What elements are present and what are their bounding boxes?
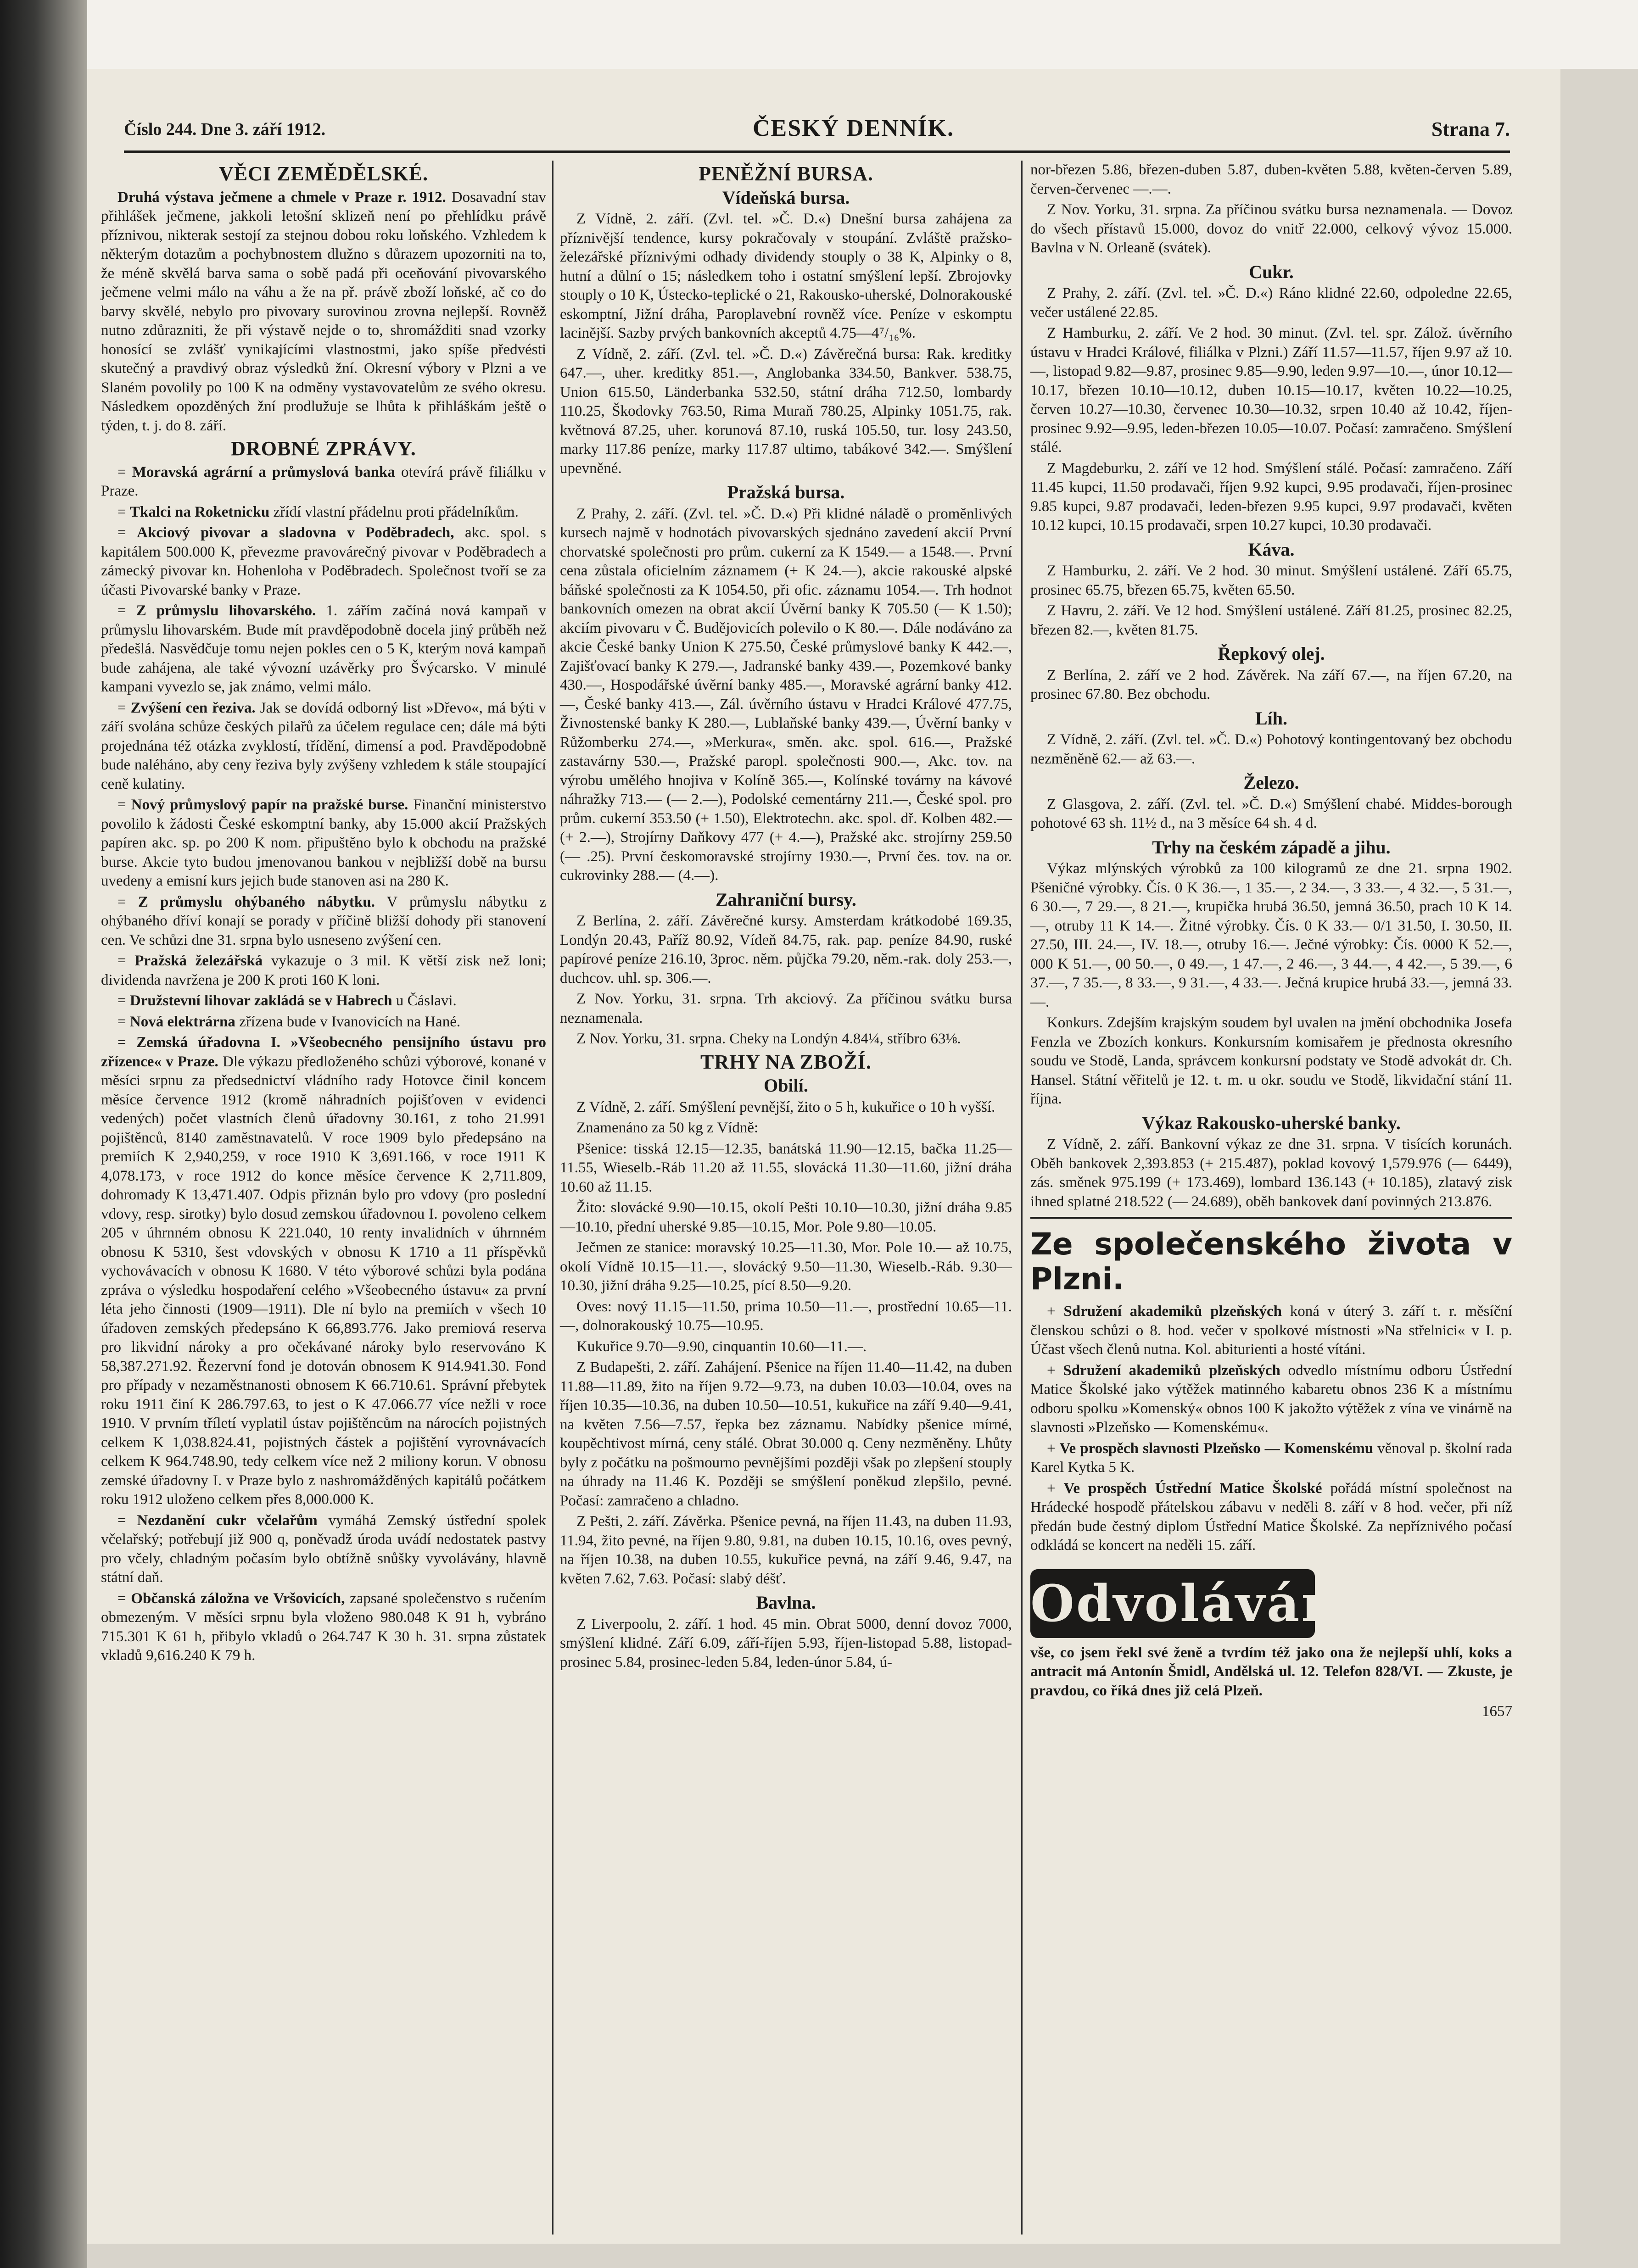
advertisement-text [1030, 1644, 1512, 1701]
news-lead: Z průmyslu lihovarského. [136, 602, 316, 619]
news-item: = Nový průmyslový papír na pražské burse. Finanční ministerstvo povolilo k žádosti České eskomptní banky, aby 15.000 akcií Pražských papíren akc. sp. po 200 K nom. připuštěno bylo k obchodu na pražské burse. Akcie tyto budou jmenovanou bankou v nejbližší době na bursu uvedeny a emisní kurs jejich bude stanoven asi na 280 K. [101, 797, 546, 889]
subheading: Líh. [1255, 708, 1288, 729]
subheading: Bavlna. [756, 1592, 816, 1613]
news-text: Finanční ministerstvo povolilo k žádosti České eskomptní banky, aby 15.000 akcií Pražských papíren akc. sp. po 200 K nom. připuštěno bylo k obchodu na pražské burse. Akcie tyto budou jmenovanou bankou v nejbližší době na bursu uvedeny a emisní kurs jejich bude stanoven asi na 280 K. [101, 797, 546, 889]
page-number: Strana 7. [1431, 118, 1510, 140]
news-text: vymáhá Zemský ústřední spolek včelařský; potřebují již 900 q, poněvadž úroda uvádí nedostatek pastvy pro včely, chladným počasím bylo obtížně snůšky vyvolávány, hlavně státní daň. [101, 1512, 546, 1586]
subheading: Železo. [1243, 772, 1299, 793]
article-lead: Druhá výstava ječmene a chmele v Praze r. 1912. [117, 189, 446, 206]
market-report: Z Vídně, 2. září. (Zvl. tel. »Č. D.«) Závěrečná bursa: Rak. kreditky 647.—, uher. kreditky 851.—, Anglobanka 334.50, Bankver. 538.75, Union 615.50, Länderbanka 532.50, státní dráha 712.50, lombardy 110.25, Škodovky 763.50, Rima Muraň 780.25, Alpinky 1051.75, rak. květnová 87.25, uher. korunová 87.10, ruská 105.50, tur. losy 243.50, marky 117.86 peníze, marky 117.87 ultimo, tabákové 342.—. Smýšlení upevněné. [560, 345, 1012, 477]
section-heading: TRHY NA ZBOŽÍ. [700, 1050, 872, 1073]
news-lead: Ve prospěch slavnosti Plzeňsko — Komenskému [1059, 1440, 1374, 1457]
scan-margin [87, 0, 1638, 69]
market-report: Z Prahy, 2. září. (Zvl. tel. »Č. D.«) Při klidné náladě o proměnlivých kursech najmě v hodnotách pivovarských sjednáno zavedení akcií První chorvatské společnosti pro prům. cukerní za K 1549.— a 1548.—. První cena zůstala oficielním záznamem (+ K 24.—), akcie rakouské alpské báňské společnosti za K 1054.50, při ofic. záznamu 1054.—. Trh hodnot bankovních omezen na obrat akcií Úvěrní banky K 705.50 (— K 1.50); akciím pivovaru v Č. Budějovicích polevilo o K 80.—. Dále nodáváno za akcie České banky Union K 275.50, České průmyslové banky K 442.—, Zajišťovací banky K 279.—, Jadranské banky 439.—, Pozemkové banky 430.—, Hospodářské úvěrní banky 485.—, Moravské agrární banky 412.—, České banky 413.—, Zál. úvěrního ústavu v Hradci Králové 477.75, Živnostenské banky K 280.—, Lublaňské banky 439.—, Úvěrní banky v Růžomberku 274.—, »Merkura«, směn. akc. spol. 616.—, Pražské zastavárny 530.—, Pražské paropl. společnosti 900.—, Akc. tov. na výrobu umělého hnojiva v Kolíně 365.—, Kolínské továrny na kávové náhražky 713.— (— 2.—), Podolské cementárny 211.—, České spol. pro prům. cukerní 353.50 (+ 1.50), Elektrotechn. akc. spol. dř. Kolben 482.— (+ 2.—), Strojírny Daňkovy 477 (+ 4.—), Pražské akc. strojírny 259.50 (— .25). První českomoravské strojírny 1930.—, První čes. tov. na or. cukrovinky 288.— (4.—). [560, 505, 1012, 884]
subheading: Pražská bursa. [727, 482, 845, 502]
subheading: Obilí. [764, 1075, 808, 1096]
news-text: V průmyslu nábytku z ohýbaného dříví konají se porady v příčině bližší dohody při stanovení cen. Ve schůzi dne 31. srpna bylo usneseno zvýšení cen. [101, 893, 547, 948]
market-report: Z Nov. Yorku, 31. srpna. Cheky na Londýn 4.84¼, stříbro 63⅛. [576, 1031, 961, 1047]
market-report: Z Liverpoolu, 2. září. 1 hod. 45 min. Obrat 5000, denní dovoz 7000, smýšlení klidné. Září 6.09, září-říjen 5.93, říjen-listopad 5.88, listopad-prosinec 5.84, prosinec-leden 5.84, leden-únor 5.84, ú- [560, 1616, 1012, 1671]
issue-date: Číslo 244. Dne 3. září 1912. [124, 120, 326, 139]
column-divider [1021, 161, 1023, 2235]
column-3 [1030, 161, 1512, 1723]
news-item: = Nezdanění cukr včelařům vymáhá Zemský ústřední spolek včelařský; potřebují již 900 q, poněvadž úroda uvádí nedostatek pastvy pro včely, chladným počasím bylo obtížně snůšky vyvolávány, hlavně státní daň. [101, 1512, 546, 1586]
news-text: zřízena bude v Ivanovicích na Hané. [239, 1013, 461, 1030]
news-item: = Družstevní lihovar zakládá se v Habrech u Čáslavi. [117, 992, 457, 1009]
advertisement-title: Odvolávám [1030, 1569, 1315, 1638]
news-lead: Ve prospěch Ústřední Matice Školské [1063, 1480, 1322, 1497]
news-text: pořádá místní společnost na Hrádecké hospodě přátelskou zábavu v neděli 8. září v 8 hod. večer, při níž předán bude čestný diplom Ústřední Matice Školské. Za nepříznivého počasí odkládá se koncert na neděli 15. září. [1030, 1480, 1513, 1554]
news-text: věnoval p. školní rada Karel Kytka 5 K. [1030, 1440, 1512, 1476]
section-heading: DROBNÉ ZPRÁVY. [231, 437, 416, 460]
section-heading: PENĚŽNÍ BURSA. [699, 162, 873, 185]
news-item: = Zvýšení cen řeziva. Jak se dovídá odborný list »Dřevo«, má býti v září svolána schůze českých pilařů za účelem regulace cen; dále má býti projednána též otázka zvyklostí, třídění, dimensí a pod. Pravděpodobně bude naléháno, aby ceny řeziva byly zvýšeny vzhledem k stále stoupající ceně kulatiny. [101, 699, 546, 792]
news-lead: Nová elektrárna [129, 1013, 235, 1030]
news-item: = Občanská záložna ve Vršovicích, zapsané společenstvo s ručením obmezeným. V měsíci srpnu byla vloženo 980.048 K 91 h, vybráno 715.301 K 61 h, přibylo vkladů o 264.747 K 30 h. 31. srpna zůstatek vkladů 9,616.240 K 79 h. [101, 1590, 546, 1664]
news-text: Dle výkazu předloženého schůzi výborové, konané v měsíci srpnu za předsednictví vládního rady Hotovce činil koncem měsíce července 1912 (kromě náhradních pojišťoven v evidenci vedených) počet vlastních členů úřadovny 30.161, z toho 21.991 pojištěnců, 8140 zaměstnavatelů. V roce 1909 bylo předepsáno na premiích K 2,940,259, v roce 1910 K 3,691.166, v roce 1911 K 4,078.173, v roce 1912 do konce měsíce července K 2,711.809, dohromady K 13,471.407. Odpis přiznán bylo pro vdovy (pro poslední vdovy, resp. sirotky) bylo dosud zemskou úřadovnou I. povoleno celkem 205 v úhrnném obnosu K 221.040, 10 renty invalidních v úhrnném obnosu K 5310, šest vdovských v obnosu K 1710 a 11 příspěvků vychovávacích v obnosu K 1680. V této výborové schůzi byla podána zpráva o výsledku hospodaření celého »Všeobecného ústavu« za první léta jeho činnosti (1909—1911). Dle ní bylo na premiích v všech 10 úřadoven zemských předepsáno K 66,893.776. Jako premiová reserva pro likvidní nároky a pro očekávané nároky bylo reservováno K 58,387.271.92. Řezervní fond je dotován obnosem K 914.941.30. Fond pro případy v nezaměstnanosti obnosem K 66.710.61. Správní přebytek roku 1911 činí K 286.797.63, to jest o K 47.066.77 více nežli v roce 1910. V prvním tříletí vyplatil ústav pojištěncům na nárocích pojistných celkem K 1,038.824.41, pojistných částek a pojištění vyrovnávacích celkem K 964.748.90, tedy celkem více než 2 miliony korun. V obnosu zemské úřadovny I. v Praze bylo z nashromážděných kapitálů počátkem roku 1912 uloženo celkem přes 8,000.000 K. [101, 1053, 546, 1508]
society-item: + Sdružení akademiků plzeňských odvedlo místnímu odboru Ústřední Matice Školské jako výtěžek matinného kabaretu obnos 236 K a místnímu odboru spolku »Komenský« obnos 100 K jakožto výtěžek z vína ve vinárně na slavnosti »Plzeňsko — Komenskému«. [1030, 1362, 1512, 1436]
news-item: = Tkalci na Roketnicku zřídí vlastní přádelnu proti přádelníkům. [117, 503, 519, 520]
masthead-rule [124, 150, 1510, 153]
subheading: Trhy na českém západě a jihu. [1152, 836, 1391, 858]
news-text: zapsané společenstvo s ručením obmezeným. V měsíci srpnu byla vloženo 980.048 K 91 h, vybráno 715.301 K 61 h, přibylo vkladů o 264.747 K 30 h. 31. srpna zůstatek vkladů 9,616.240 K 79 h. [101, 1590, 546, 1664]
society-item: + Ve prospěch Ústřední Matice Školské pořádá místní společnost na Hrádecké hospodě přátelskou zábavu v neděli 8. září v 8 hod. večer, při níž předán bude čestný diplom Ústřední Matice Školské. Za nepříznivého počasí odkládá se koncert na neděli 15. září. [1030, 1480, 1513, 1554]
news-text: vykazuje o 3 mil. K větší zisk než loni; dividenda navržena je 200 K proti 160 K loni. [101, 953, 547, 988]
society-item: + Sdružení akademiků plzeňských koná v úterý 3. září t. r. měsíční členskou schůzi o 8. hod. večer v spolkové místnosti »Na střelnici« v I. p. Účast všech členů nutna. Kol. abiturienti a hosté vítáni. [1030, 1303, 1513, 1358]
section-rule [1030, 1217, 1512, 1219]
news-lead: Sdružení akademiků plzeňských [1063, 1303, 1282, 1320]
news-lead: Družstevní lihovar zakládá se v Habrech [129, 992, 392, 1009]
news-lead: Pražská železářská [134, 953, 263, 969]
news-lead: Tkalci na Roketnicku [129, 503, 270, 520]
market-report: Ječmen ze stanice: moravský 10.25—11.30, Mor. Pole 10.— až 10.75, okolí Vídně 10.15—11.—, slovácký 9.50—11.30, Wieselb.-Ráb. 9.30—10.30, jižní dráha 9.25—10.25, pící 8.50—9.20. [560, 1239, 1012, 1294]
market-report: Z Berlína, 2. září. Závěrečné kursy. Amsterdam krátkodobé 169.35, Londýn 20.43, Paříž 80.92, Vídeň 84.75, rak. pap. peníze 84.90, ruské papírové peníze 216.10, 3proc. něm. půjčka 79.20, něm.-rak. doly 253.—, duchcov. uhl. sp. 306.—. [560, 913, 1012, 986]
market-report: Znamenáno za 50 kg z Vídně: [576, 1120, 759, 1136]
section-heading-large: Ze společenského života v Plzni. [1030, 1226, 1512, 1297]
subheading: Cukr. [1249, 261, 1294, 282]
subheading: Řepkový olej. [1218, 643, 1325, 664]
market-report: Z Vídně, 2. září. (Zvl. tel. »Č. D.«) Pohotový kontingentovaný bez obchodu nezměněně 62.— až 63.—. [1030, 731, 1512, 767]
news-lead: Moravská agrární a průmyslová banka [132, 463, 395, 480]
news-lead: Zvýšení cen řeziva. [130, 699, 256, 716]
news-item: = Z průmyslu ohýbaného nábytku. V průmyslu nábytku z ohýbaného dříví konají se porady v příčině bližší dohody při stanovení cen. Ve schůzi dne 31. srpna bylo usneseno zvýšení cen. [101, 893, 547, 948]
news-lead: Nezdanění cukr včelařům [137, 1512, 318, 1529]
news-item: = Nová elektrárna zřízena bude v Ivanovicích na Hané. [117, 1013, 461, 1030]
news-lead: Zemská úřadovna I. »Všeobecného pensijního ústavu pro zřízence« v Praze. [101, 1034, 546, 1070]
society-item: + Ve prospěch slavnosti Plzeňsko — Komenskému věnoval p. školní rada Karel Kytka 5 K. [1030, 1440, 1512, 1476]
news-lead: Nový průmyslový papír na pražské burse. [131, 797, 408, 813]
news-text: akc. spol. s kapitálem 500.000 K, převezme pravovárečný pivovar v Poděbradech a zámecký pivovar kn. Hohenloha v Poděbradech. Společnost tvoří se za účasti Pivovarské banky v Praze. [101, 524, 546, 598]
advertisement-number: 1657 [1482, 1703, 1512, 1720]
news-text: odvedlo místnímu odboru Ústřední Matice Školské jako výtěžek matinného kabaretu obnos 236 K a místnímu odboru spolku »Komenský« obnos 100 K jakožto výtěžek z vína ve vinárně na slavnosti »Plzeňsko — Komenskému«. [1030, 1362, 1512, 1436]
news-item: = Zemská úřadovna I. »Všeobecného pensijního ústavu pro zřízence« v Praze. Dle výkazu předloženého schůzi výborové, konané v měsíci srpnu za předsednictví vládního rady Hotovce činil koncem měsíce července 1912 (kromě náhradních pojišťoven v evidenci vedených) počet vlastních členů úřadovny 30.161, z toho 21.991 pojištěnců, 8140 zaměstnavatelů. V roce 1909 bylo předepsáno na premiích K 2,940,259, v roce 1910 K 3,691.166, v roce 1911 K 4,078.173, v roce 1912 do konce měsíce července K 2,711.809, dohromady K 13,471.407. Odpis přiznán bylo pro vdovy (pro poslední vdovy, resp. sirotky) bylo dosud zemskou úřadovnou I. povoleno celkem 205 v úhrnném obnosu K 221.040, 10 renty invalidních v úhrnném obnosu K 5310, šest vdovských v obnosu K 1710 a 11 příspěvků vychovávacích v obnosu K 1680. V této výborové schůzi byla podána zpráva o výsledku hospodaření celého »Všeobecného ústavu« za první léta jeho činnosti (1909—1911). Dle ní bylo na premiích v všech 10 úřadoven zemských předepsáno K 66,893.776. Jako premiová reserva pro likvidní nároky a pro očekávané nároky bylo reservováno K 58,387.271.92. Řezervní fond je dotován obnosem K 914.941.30. Fond pro případy v nezaměstnanosti obnosem K 66.710.61. Správní přebytek roku 1911 činí K 286.797.63, to jest o K 47.066.77 více nežli v roce 1910. V prvním tříletí vyplatil ústav pojištěncům na nárocích pojistných celkem K 1,038.824.41, pojistných částek a pojištění vyrovnávacích celkem K 964.748.90, tedy celkem více než 2 miliony korun. V obnosu zemské úřadovny I. v Praze bylo z nashromážděných kapitálů počátkem roku 1912 uloženo celkem přes 8,000.000 K. [101, 1034, 546, 1508]
market-report: Z Prahy, 2. září. (Zvl. tel. »Č. D.«) Ráno klidné 22.60, odpoledne 22.65, večer ustálené 22.85. [1030, 285, 1512, 321]
market-report: Z Pešti, 2. září. Závěrka. Pšenice pevná, na říjen 11.43, na duben 11.93, 11.94, žito pevné, na říjen 9.80, 9.81, na duben 10.15, 10.16, oves pevný, na říjen 10.38, na duben 10.55, kukuřice pevná, na září 9.46, 9.47, na květen 7.62, 7.63. Počasí: slabý déšť. [560, 1513, 1012, 1587]
subheading: Zahraniční bursy. [716, 889, 856, 910]
news-item: = Z průmyslu lihovarského. 1. zářím začíná nová kampaň v průmyslu lihovarském. Bude mít pravděpodobně docela jiný průběh než předešlá. Nasvědčuje tomu nejen pokles cen o 5 K, kterým nová kampaň bude zahájena, ale také vývozní uzávěrky pro Švýcarsko. V minulé kampani vyvezlo se, jak známo, velmi málo. [101, 602, 546, 695]
market-report: Z Hamburku, 2. září. Ve 2 hod. 30 minut. Smýšlení ustálené. Září 65.75, prosinec 65.75, březen 65.75, květen 65.50. [1030, 563, 1512, 598]
market-report: Výkaz mlýnských výrobků za 100 kilogramů ze dne 21. srpna 1902. Pšeničné výrobky. Čís. 0 K 36.—, 1 35.—, 2 34.—, 3 33.—, 4 32.—, 5 31.—, 6 30.—, 7 29.—, 8 21.—, krupička hrubá 36.50, jemná 36.50, prach 10 K 14.—, otruby 11 K 14.—. Žitné výrobky. Čís. 0 K 33.— 0/1 31.50, I. 30.50, II. 27.50, III. 24.—, IV. 18.—, otruby 16.—. Ječné výrobky: Čís. 0000 K 52.—, 000 K 51.—, 00 50.—, 0 49.—, 1 47.—, 2 46.—, 3 44.—, 4 42.—, 5 39.—, 6 37.—, 7 35.—, 8 33.—, 9 31.—, 4 33.—. Ječná krupice hrubá 33.—, jemná 33.—. [1030, 860, 1512, 1010]
news-item: = Pražská železářská vykazuje o 3 mil. K větší zisk než loni; dividenda navržena je 200 K proti 160 K loni. [101, 953, 547, 988]
column-divider [552, 161, 553, 2235]
news-lead: Občanská záložna ve Vršovicích, [131, 1590, 345, 1607]
section-heading: VĚCI ZEMĚDĚLSKÉ. [218, 162, 429, 185]
news-lead: Z průmyslu ohýbaného nábytku. [138, 893, 375, 910]
notice: Konkurs. Zdejším krajským soudem byl uvalen na jmění obchodnika Josefa Fenzla ve Zbozích konkurs. Konkursním komisařem je přednosta okresního soudu ve Stodě, Landa, správcem konkursní podstaty ve Stodě advokát dr. Ch. Hansel. Státní věřitelů je 12. t. m. u okr. soudu ve Stodě, likvidační stání 11. října. [1030, 1014, 1512, 1107]
column-1 [101, 161, 546, 1667]
market-report: Oves: nový 11.15—11.50, prima 10.50—11.—, prostřední 10.65—11.—, dolnorakouský 10.75—10.95. [560, 1298, 1012, 1334]
masthead [124, 115, 1510, 151]
newspaper-page [87, 69, 1560, 2244]
news-item: = Moravská agrární a průmyslová banka otevírá právě filiálku v Praze. [101, 463, 546, 499]
market-report: Z Nov. Yorku, 31. srpna. Za příčinou svátku bursa neznamenala. — Dovoz do všech přístavů 15.000, dovoz do vnitř 22.000, celkový vývoz 15.000. Bavlna v N. Orleaně (svátek). [1030, 201, 1512, 256]
subheading: Vídeňská bursa. [722, 187, 850, 208]
subheading: Výkaz Rakousko-uherské banky. [1142, 1112, 1401, 1133]
market-report: Žito: slovácké 9.90—10.15, okolí Pešti 10.10—10.30, jižní dráha 9.85—10.10, přední uherské 9.85—10.15, Mor. Pole 9.80—10.05. [560, 1199, 1012, 1235]
news-text: otevírá právě filiálku v Praze. [101, 463, 546, 499]
article-paragraph [101, 188, 546, 436]
market-report: Z Hamburku, 2. září. Ve 2 hod. 30 minut. (Zvl. tel. spr. Zálož. úvěrního ústavu v Hradci Králové, filiálka v Plzni.) Září 11.57—11.57, říjen 9.97 až 10.—, listopad 9.82—9.87, prosinec 9.85—9.90, leden 9.97—10.—, únor 10.12—10.17, březen 10.10—10.12, duben 10.15—10.17, květen 10.22—10.25, červen 10.27—10.30, červenec 10.30—10.32, srpen 10.40 až 10.42, říjen-prosinec 9.92—9.95, leden-březen 10.05—10.07. Počasí: zamračeno. Smýšlení stálé. [1030, 325, 1512, 456]
market-report: Z Glasgova, 2. září. (Zvl. tel. »Č. D.«) Smýšlení chabé. Middes-borough pohotové 63 sh. 11½ d., na 3 měsíce 64 sh. 4 d. [1030, 796, 1512, 831]
market-report: Z Vídně, 2. září. Bankovní výkaz ze dne 31. srpna. V tisících korunách. Oběh bankovek 2,393.853 (+ 215.487), poklad kovový 1,579.976 (— 6449), zás. směnek 975.199 (+ 173.469), lombard 136.143 (+ 10.185), zlatavý zisk ihned splatné 218.522 (— 24.689), oběh bankovek daní povinných 213.876. [1030, 1136, 1512, 1210]
news-text: zřídí vlastní přádelnu proti přádelníkům. [273, 503, 519, 520]
news-text: u Čáslavi. [396, 992, 457, 1009]
news-text: koná v úterý 3. září t. r. měsíční členskou schůzi o 8. hod. večer v spolkové místnosti »Na střelnici« v I. p. Účast všech členů nutna. Kol. abiturienti a hosté vítáni. [1030, 1303, 1513, 1358]
market-report: Z Magdeburku, 2. září ve 12 hod. Smýšlení stálé. Počasí: zamračeno. Září 11.45 kupci, 11.50 prodavači, říjen 9.92 kupci, 9.95 prodavači, říjen-prosinec 9.85 kupci, 9.87 prodavači, leden-březen 9.95 kupci, 9.97 prodavači, květen 10.12 kupci, 10.15 prodavači, srpen 10.27 kupci, 10.30 prodavači. [1030, 460, 1512, 534]
news-lead: Sdružení akademiků plzeňských [1063, 1362, 1280, 1379]
market-report: Z Vídně, 2. září. Smýšlení pevnější, žito o 5 h, kukuřice o 10 h vyšší. [576, 1098, 995, 1115]
market-report: Z Vídně, 2. září. (Zvl. tel. »Č. D.«) Dnešní bursa zahájena za příznivější tendence, kursy pokračovaly v stoupání. Zvláště pražsko-železářské příznivými odhady dividendy stouply o 38 K, Alpinky o 8, hutní a důlní o 15; následkem toho i ostatní smýšlení lepší. Zbrojovky stouply o 10 K, Ústecko-teplické o 21, Rakousko-uherské, Dolnorakouské eskomptní, Jižní dráha, Paroplavební rovněž více. Peníze v eskomptu lacinější. Sazby prvých bankovních akceptů 4.75—4⁷/₁₆%. [560, 211, 1012, 341]
newspaper-title: ČESKÝ DENNÍK. [753, 115, 955, 141]
column-2 [560, 161, 1012, 1674]
market-report: Pšenice: tisská 12.15—12.35, banátská 11.90—12.15, bačka 11.25—11.55, Wieselb.-Ráb 11.20 až 11.55, slovácká 11.30—11.60, jižní dráha 10.60 až 11.15. [560, 1140, 1012, 1195]
article-text: Dosavadní stav přihlášek ječmene, jakkoli letošní sklizeň není po přehlídku právě příznivou, nikterak sestojí za stejnou dobou roku loňského. Vzhledem k některým dotazům a pochybnostem dlužno s důrazem upozorniti na to, že méně skvělá barva sama o sobě padá při oceňování pivovarského ječmene velmi málo na váhu a že na př. právě zboží loňské, ač co do barvy skvělé, nebylo pro pivovary surovinou zrovna nejlepší. Rovněž nutno zdůrazniti, že při výstavě nejde o to, shromážditi snad vzorky honosící se zvlášť vynikajícími vlastnostmi, jako spíše předvésti skutečný a pravdivý obraz výsledků žní. Okresní výbory v Plzni a ve Slaném povolily po 100 K na odměny vystavovatelům ze svého okresu. Následkem opozděných žní prodlužuje se lhůta k přihláškám ještě o týden, t. j. do 8. září. [101, 189, 547, 434]
advertisement-body: vše, co jsem řekl své ženě a tvrdím též jako ona že nejlepší uhlí, koks a antracit má Antonín Šmidl, Andělská ul. 12. Telefon 828/VI. — Zkuste, je pravdou, co říká dnes již celá Plzeň. [1030, 1644, 1512, 1699]
market-report: Kukuřice 9.70—9.90, cinquantin 10.60—11.—. [576, 1338, 867, 1355]
market-report: Z Berlína, 2. září ve 2 hod. Závěrek. Na září 67.—, na říjen 67.20, na prosinec 67.80. Bez obchodu. [1030, 667, 1512, 702]
news-text: Jak se dovídá odborný list »Dřevo«, má býti v září svolána schůze českých pilařů za účelem regulace cen; dále má býti projednána též otázka zvyklostí, třídění, dimensí a pod. Pravděpodobně bude naléháno, aby ceny řeziva byly zvýšeny vzhledem k stále stoupající ceně kulatiny. [101, 699, 546, 792]
book-spine [0, 0, 87, 2268]
market-report: Z Havru, 2. září. Ve 12 hod. Smýšlení ustálené. Září 81.25, prosinec 82.25, březen 82.—, květen 81.75. [1030, 602, 1512, 638]
market-report: Z Nov. Yorku, 31. srpna. Trh akciový. Za příčinou svátku bursa neznamenala. [560, 991, 1012, 1026]
subheading: Káva. [1248, 539, 1295, 560]
market-report: nor-březen 5.86, březen-duben 5.87, duben-květen 5.88, květen-červen 5.89, červen-červenec —.—. [1030, 162, 1512, 197]
news-lead: Akciový pivovar a sladovna v Poděbradech, [137, 524, 454, 541]
market-report: Z Budapešti, 2. září. Zahájení. Pšenice na říjen 11.40—11.42, na duben 11.88—11.89, žito na říjen 9.72—9.73, na duben 10.03—10.04, oves na říjen 10.35—10.36, na duben 10.50—10.51, kukuřice na září 9.40—9.41, na květen 7.56—7.57, řepka bez záznamu. Nabídky pšenice mírné, koupěchtivost mírná, ceny stálé. Obrat 30.000 q. Ceny nezměněny. Lhůty byly z počátku na pošmourno pevnějšími později však po zlepšení stouply na úhrady na 11.46 K. Později se smýšlení poněkud zlepšilo, pevné. Počasí: zamračeno a chladno. [560, 1359, 1012, 1509]
news-item: = Akciový pivovar a sladovna v Poděbradech, akc. spol. s kapitálem 500.000 K, převezme pravovárečný pivovar v Poděbradech a zámecký pivovar kn. Hohenloha v Poděbradech. Společnost tvoří se za účasti Pivovarské banky v Praze. [101, 524, 546, 598]
news-text: 1. zářím začíná nová kampaň v průmyslu lihovarském. Bude mít pravděpodobně docela jiný průběh než předešlá. Nasvědčuje tomu nejen pokles cen o 5 K, kterým nová kampaň bude zahájena, ale také vývozní uzávěrky pro Švýcarsko. V minulé kampani vyvezlo se, jak známo, velmi málo. [101, 602, 546, 695]
